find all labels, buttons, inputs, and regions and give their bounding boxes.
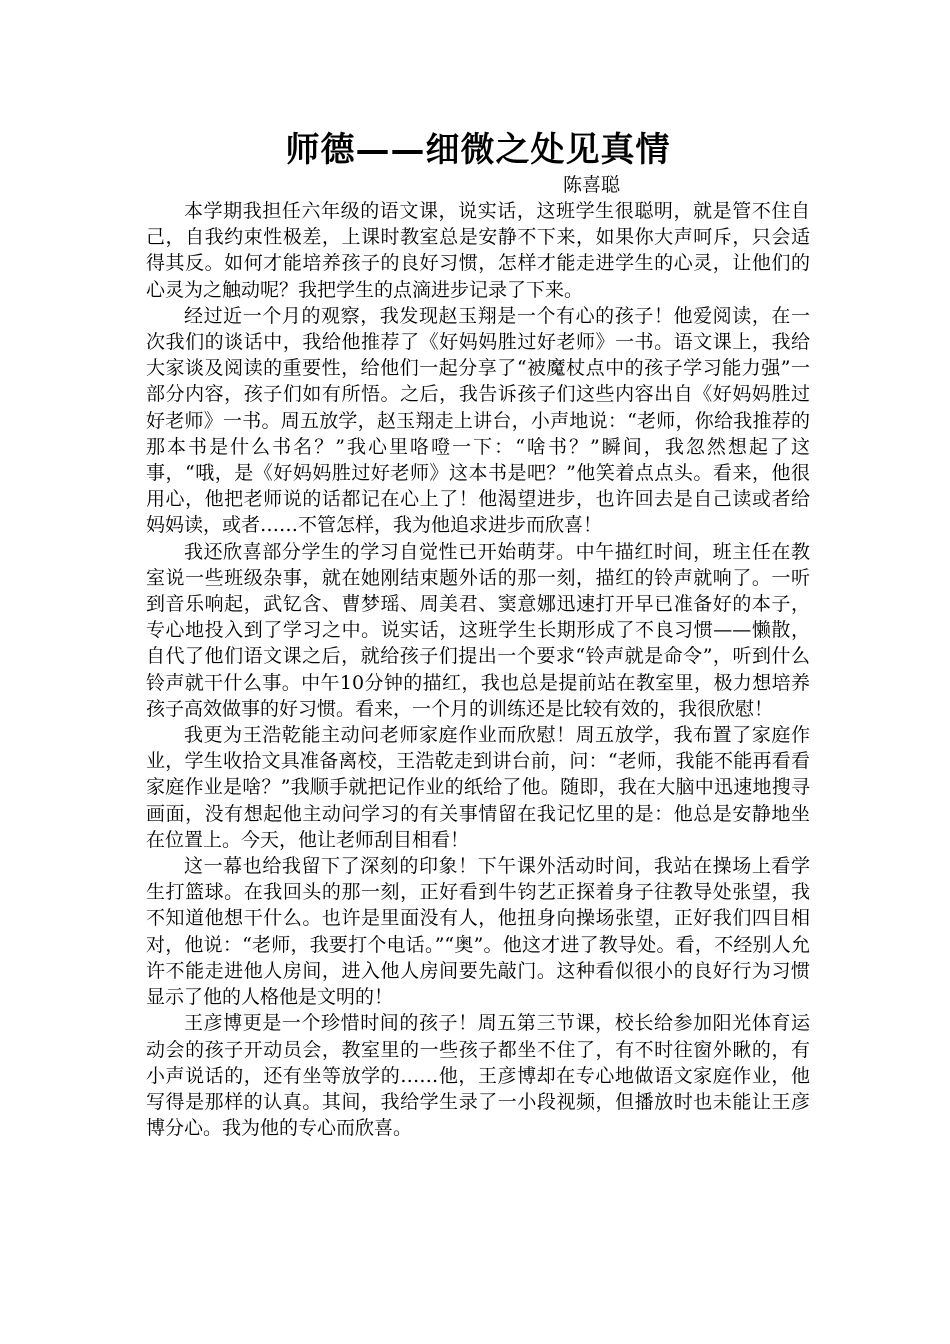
paragraph: 我更为王浩乾能主动问老师家庭作业而欣慰！周五放学，我布置了家庭作业，学生收拾文具准备离校，王浩乾走到讲台前，问：“老师，我能不能再看看家庭作业是啥？”我顺手就把记作业的纸给了他。随即，我在大脑中迅速地搜寻画面，没有想起他主动问学习的有关事情留在我记忆里的是：他总是安静地坐在位置上。今天，他让老师刮目相看！ (146, 724, 810, 851)
document-page (146, 128, 810, 1141)
author-name: 陈喜聪 (562, 174, 620, 196)
document-title: 师德——细微之处见真情 (285, 130, 671, 170)
paragraph: 本学期我担任六年级的语文课，说实话，这班学生很聪明，就是管不住自己，自我约束性极差，上课时教室总是安静不下来，如果你大声呵斥，只会适得其反。如何才能培养孩子的良好习惯，怎样才能走进学生的心灵，让他们的心灵为之触动呢？我把学生的点滴进步记录了下来。 (146, 200, 810, 301)
paragraph: 我还欣喜部分学生的学习自觉性已开始萌芽。中午描红时间，班主任在教室说一些班级杂事，就在她刚结束题外话的那一刻，描红的铃声就响了。一听到音乐响起，武钇含、曹梦瑶、周美君、窦意娜迅速打开早已准备好的本子，专心地投入到了学习之中。说实话，这班学生长期形成了不良习惯——懒散，自代了他们语文课之后，就给孩子们提出一个要求“铃声就是命令”，听到什么铃声就干什么事。中午10分钟的描红，我也总是提前站在教室里，极力想培养孩子高效做事的好习惯。看来，一个月的训练还是比较有效的，我很欣慰！ (146, 540, 810, 720)
paragraph: 经过近一个月的观察，我发现赵玉翔是一个有心的孩子！他爱阅读，在一次我们的谈话中，我给他推荐了《好妈妈胜过好老师》一书。语文课上，我给大家谈及阅读的重要性，给他们一起分享了“被魔杖点中的孩子学习能力强”一部分内容，孩子们如有所悟。之后，我告诉孩子们这些内容出自《好妈妈胜过好老师》一书。周五放学，赵玉翔走上讲台，小声地说：“老师，你给我推荐的那本书是什么书名？”我心里咯噔一下：“啥书？”瞬间，我忽然想起了这事，“哦，是《好妈妈胜过好老师》这本书是吧？”他笑着点点头。看来，他很用心，他把老师说的话都记在心上了！他渴望进步，也许回去是自己读或者给妈妈读，或者……不管怎样，我为他追求进步而欣喜！ (146, 304, 810, 537)
paragraph: 王彦博更是一个珍惜时间的孩子！周五第三节课，校长给参加阳光体育运动会的孩子开动员会，教室里的一些孩子都坐不住了，有不时往窗外瞅的，有小声说话的，还有坐等放学的……他，王彦博却在专心地做语文家庭作业，他写得是那样的认真。其间，我给学生录了一小段视频，但播放时也未能让王彦博分心。我为他的专心而欣喜。 (146, 1012, 810, 1140)
paragraph: 这一幕也给我留下了深刻的印象！下午课外活动时间，我站在操场上看学生打篮球。在我回头的那一刻，正好看到牛钧艺正探着身子往教导处张望，我不知道他想干什么。也许是里面没有人，他扭身向操场张望，正好我们四目相对，他说：“老师，我要打个电话。”“奥”。他这才进了教导处。看，不经别人允许不能走进他人房间，进入他人房间要先敲门。这种看似很小的良好行为习惯显示了他的人格他是文明的！ (146, 855, 810, 1009)
